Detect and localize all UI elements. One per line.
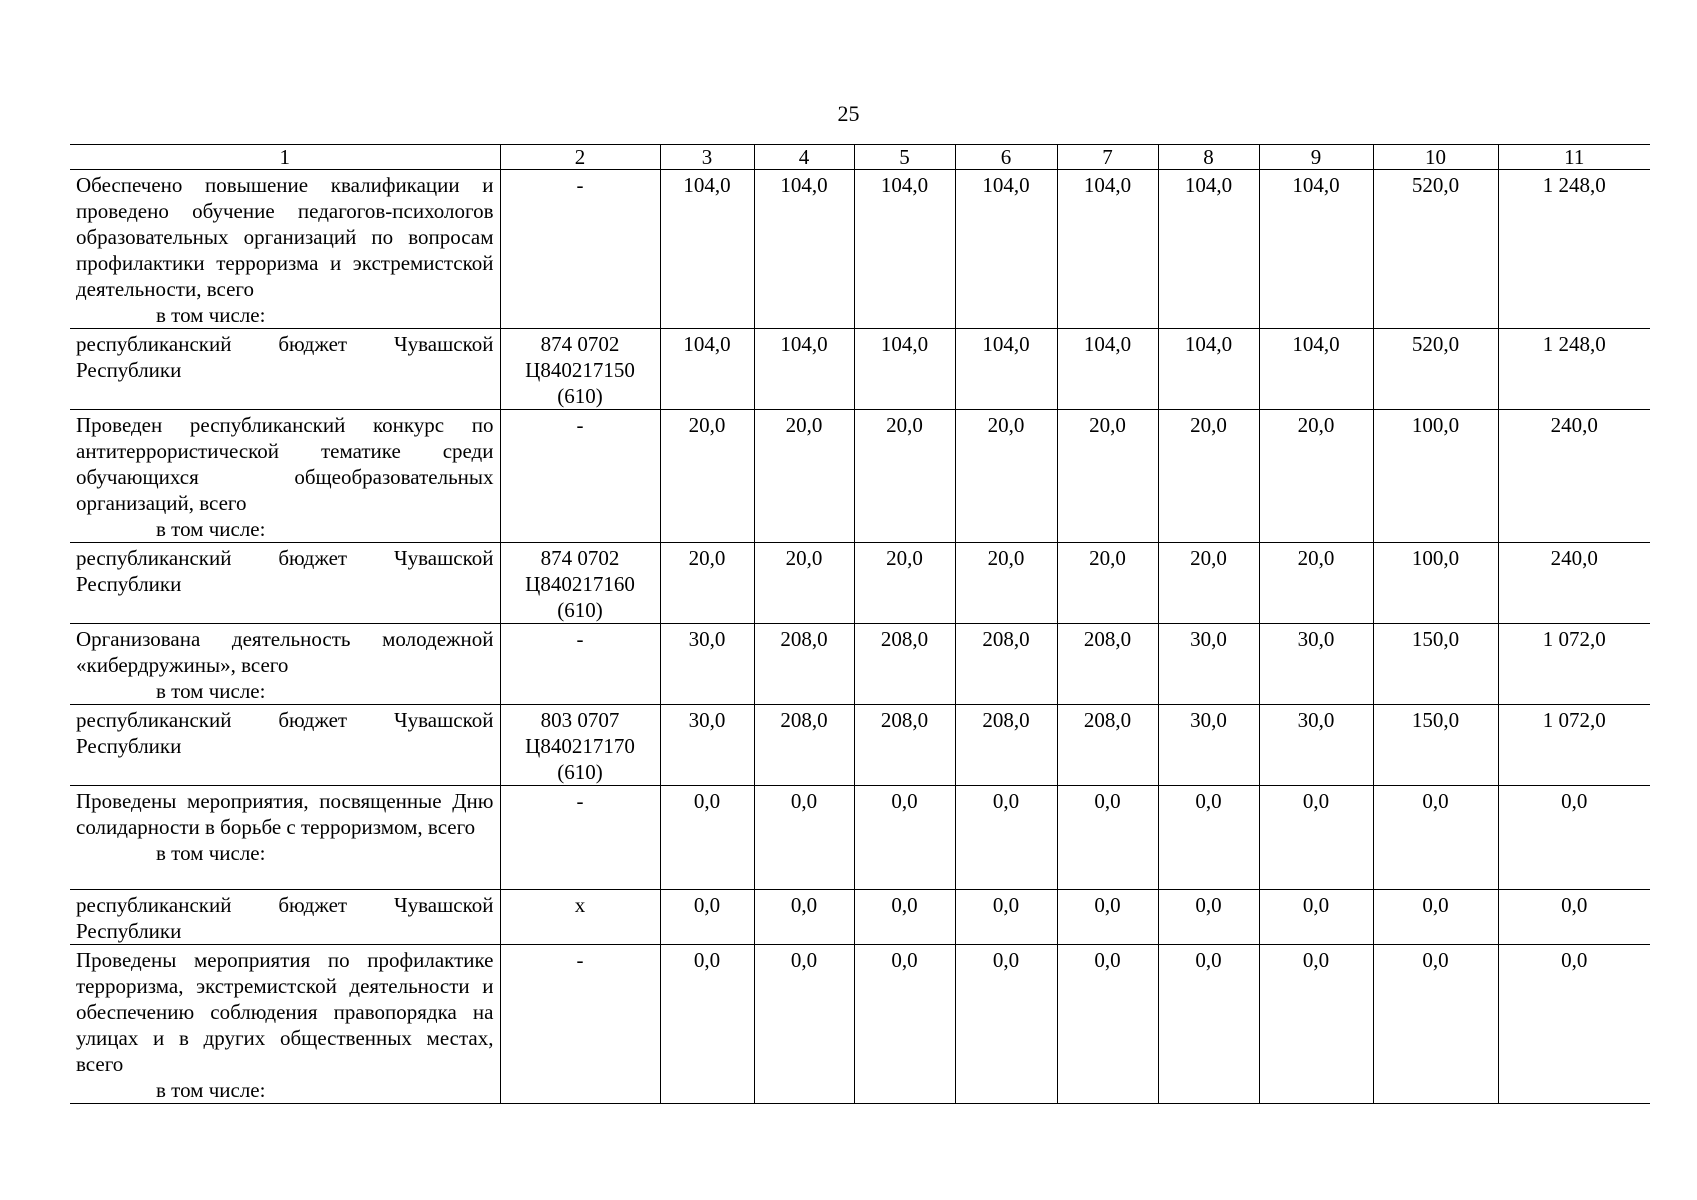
value-cell: 0,0 (1259, 890, 1373, 945)
value-cell: 0,0 (955, 890, 1057, 945)
value-cell: 20,0 (1158, 543, 1259, 624)
row-description: республиканский бюджет Чувашской Республики (76, 332, 494, 382)
value-cell: 520,0 (1373, 329, 1498, 410)
value-cell: 0,0 (1057, 786, 1158, 890)
value-cell: 0,0 (854, 890, 955, 945)
table-row (70, 705, 1650, 786)
table-row (70, 786, 1650, 890)
column-header: 5 (854, 145, 955, 170)
value-cell: 0,0 (754, 945, 854, 1104)
value-cell: 20,0 (660, 543, 754, 624)
value-cell: 20,0 (1057, 543, 1158, 624)
budget-code-cell: - (500, 624, 660, 705)
budget-code-cell: - (500, 170, 660, 329)
value-cell: 0,0 (955, 945, 1057, 1104)
value-cell: 104,0 (754, 170, 854, 329)
value-cell: 1 248,0 (1498, 329, 1650, 410)
value-cell: 150,0 (1373, 624, 1498, 705)
table-row (70, 170, 1650, 329)
budget-code-cell: 874 0702 Ц840217150 (610) (500, 329, 660, 410)
page-number: 25 (837, 101, 860, 126)
value-cell: 30,0 (1259, 705, 1373, 786)
value-cell: 104,0 (1057, 170, 1158, 329)
value-cell: 0,0 (1259, 786, 1373, 890)
budget-code-cell: - (500, 410, 660, 543)
column-header: 11 (1498, 145, 1650, 170)
value-cell: 150,0 (1373, 705, 1498, 786)
budget-code-cell: 803 0707 Ц840217170 (610) (500, 705, 660, 786)
table-row (70, 945, 1650, 1104)
row-subnote: в том числе: (156, 517, 266, 541)
value-cell: 104,0 (1259, 329, 1373, 410)
table-row (70, 410, 1650, 543)
value-cell: 0,0 (660, 786, 754, 890)
row-subnote: в том числе: (156, 1078, 266, 1102)
value-cell: 208,0 (1057, 705, 1158, 786)
value-cell: 30,0 (1158, 624, 1259, 705)
row-subnote: в том числе: (156, 303, 266, 327)
value-cell: 208,0 (955, 624, 1057, 705)
row-description-cell (70, 410, 500, 543)
value-cell: 104,0 (1057, 329, 1158, 410)
value-cell: 208,0 (955, 705, 1057, 786)
column-header: 4 (754, 145, 854, 170)
value-cell: 104,0 (854, 170, 955, 329)
column-header: 8 (1158, 145, 1259, 170)
value-cell: 104,0 (854, 329, 955, 410)
column-header: 3 (660, 145, 754, 170)
row-description-cell (70, 543, 500, 624)
row-description-cell (70, 329, 500, 410)
value-cell: 20,0 (660, 410, 754, 543)
value-cell: 0,0 (1373, 890, 1498, 945)
value-cell: 0,0 (955, 786, 1057, 890)
value-cell: 104,0 (660, 170, 754, 329)
value-cell: 20,0 (1259, 543, 1373, 624)
table-row (70, 624, 1650, 705)
column-header: 6 (955, 145, 1057, 170)
value-cell: 0,0 (660, 945, 754, 1104)
value-cell: 1 248,0 (1498, 170, 1650, 329)
row-description: Проведены мероприятия по профилактике терроризма, экстремистской деятельности и обеспечению соблюдения правопорядка на улицах и в других общественных местах, всего (76, 948, 494, 1076)
value-cell: 0,0 (1158, 786, 1259, 890)
value-cell: 0,0 (1373, 786, 1498, 890)
column-header: 10 (1373, 145, 1498, 170)
value-cell: 30,0 (660, 624, 754, 705)
table-row (70, 890, 1650, 945)
value-cell: 30,0 (660, 705, 754, 786)
row-description: республиканский бюджет Чувашской Республики (76, 893, 494, 943)
value-cell: 240,0 (1498, 543, 1650, 624)
value-cell: 0,0 (1158, 945, 1259, 1104)
value-cell: 20,0 (955, 410, 1057, 543)
budget-code-cell: x (500, 890, 660, 945)
row-description-cell (70, 786, 500, 890)
value-cell: 0,0 (1498, 945, 1650, 1104)
value-cell: 0,0 (1498, 890, 1650, 945)
value-cell: 20,0 (1259, 410, 1373, 543)
value-cell: 104,0 (1158, 329, 1259, 410)
value-cell: 0,0 (754, 786, 854, 890)
row-description: Обеспечено повышение квалификации и проведено обучение педагогов-психологов образовательных организаций по вопросам профилактики терроризма и экстремистской деятельности, всего (76, 173, 494, 301)
value-cell: 208,0 (854, 624, 955, 705)
table-row (70, 543, 1650, 624)
value-cell: 520,0 (1373, 170, 1498, 329)
value-cell: 100,0 (1373, 410, 1498, 543)
value-cell: 30,0 (1158, 705, 1259, 786)
row-description: Проведен республиканский конкурс по антитеррористической тематике среди обучающихся общеобразовательных организаций, всего (76, 413, 494, 515)
column-header: 7 (1057, 145, 1158, 170)
value-cell: 104,0 (955, 329, 1057, 410)
budget-code-cell: 874 0702 Ц840217160 (610) (500, 543, 660, 624)
value-cell: 30,0 (1259, 624, 1373, 705)
row-subnote: в том числе: (156, 679, 266, 703)
value-cell: 208,0 (854, 705, 955, 786)
value-cell: 0,0 (1498, 786, 1650, 890)
column-header: 2 (500, 145, 660, 170)
value-cell: 0,0 (854, 786, 955, 890)
row-description-cell (70, 624, 500, 705)
row-description: республиканский бюджет Чувашской Республики (76, 708, 494, 758)
value-cell: 0,0 (660, 890, 754, 945)
column-header: 1 (70, 145, 500, 170)
value-cell: 104,0 (660, 329, 754, 410)
row-description-cell (70, 945, 500, 1104)
value-cell: 0,0 (1259, 945, 1373, 1104)
row-description-cell (70, 170, 500, 329)
value-cell: 104,0 (1259, 170, 1373, 329)
table-header-row (70, 145, 1650, 170)
value-cell: 208,0 (754, 705, 854, 786)
row-description-cell (70, 890, 500, 945)
table-row (70, 329, 1650, 410)
value-cell: 0,0 (1057, 945, 1158, 1104)
row-description: Организована деятельность молодежной «кибердружины», всего (76, 627, 494, 677)
value-cell: 104,0 (955, 170, 1057, 329)
value-cell: 100,0 (1373, 543, 1498, 624)
value-cell: 20,0 (754, 543, 854, 624)
value-cell: 0,0 (854, 945, 955, 1104)
value-cell: 0,0 (754, 890, 854, 945)
value-cell: 1 072,0 (1498, 705, 1650, 786)
value-cell: 20,0 (1158, 410, 1259, 543)
value-cell: 104,0 (754, 329, 854, 410)
value-cell: 0,0 (1373, 945, 1498, 1104)
value-cell: 1 072,0 (1498, 624, 1650, 705)
value-cell: 0,0 (1158, 890, 1259, 945)
budget-table (70, 144, 1650, 1104)
value-cell: 104,0 (1158, 170, 1259, 329)
budget-code-cell: - (500, 945, 660, 1104)
value-cell: 20,0 (1057, 410, 1158, 543)
row-subnote: в том числе: (156, 841, 266, 865)
column-header: 9 (1259, 145, 1373, 170)
budget-code-cell: - (500, 786, 660, 890)
value-cell: 20,0 (754, 410, 854, 543)
value-cell: 208,0 (1057, 624, 1158, 705)
value-cell: 20,0 (854, 410, 955, 543)
row-description: республиканский бюджет Чувашской Республики (76, 546, 494, 596)
row-description-cell (70, 705, 500, 786)
value-cell: 208,0 (754, 624, 854, 705)
value-cell: 240,0 (1498, 410, 1650, 543)
row-description: Проведены мероприятия, посвященные Дню солидарности в борьбе с терроризмом, всего (76, 789, 494, 839)
value-cell: 20,0 (955, 543, 1057, 624)
value-cell: 20,0 (854, 543, 955, 624)
value-cell: 0,0 (1057, 890, 1158, 945)
